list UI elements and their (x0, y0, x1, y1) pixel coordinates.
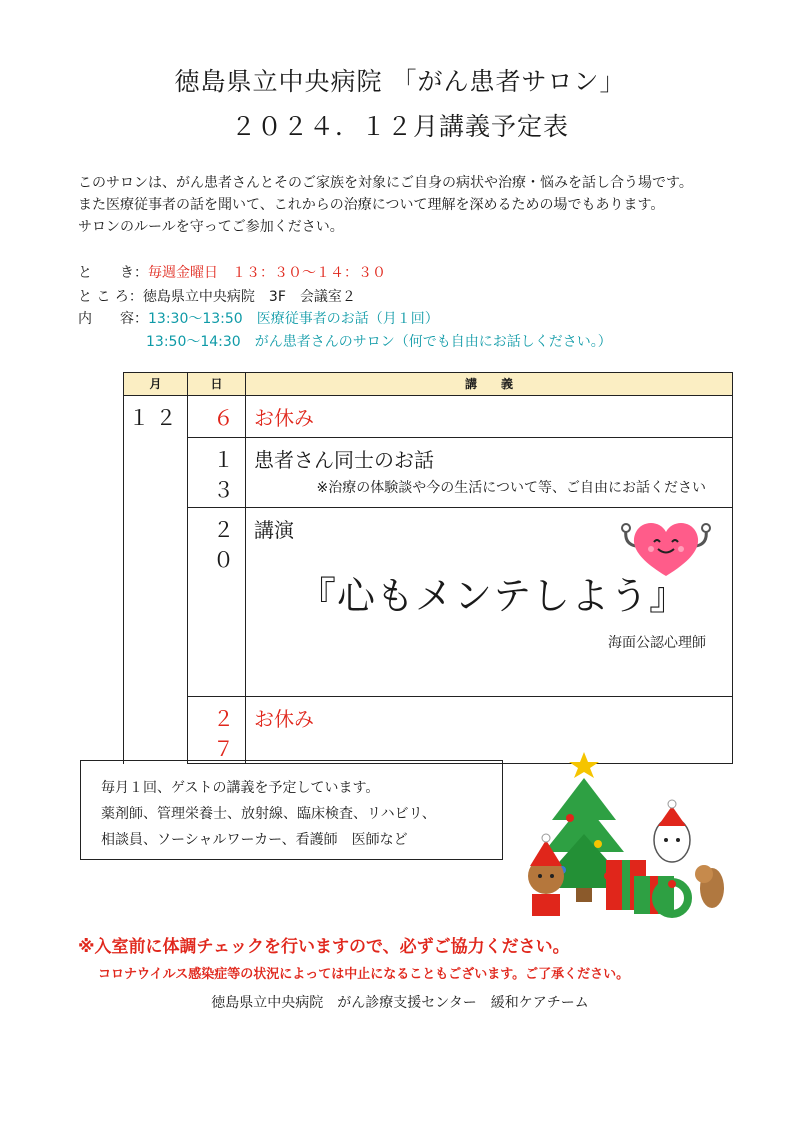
content-label: 内 容： (78, 311, 148, 327)
intro-text (78, 172, 693, 238)
info-where (78, 286, 356, 308)
info-content (78, 308, 439, 330)
intro-line: サロンのルールを守ってご参加ください。 (78, 219, 344, 235)
table-row (124, 396, 733, 438)
lecturer-name: 海面公認心理師 (608, 635, 706, 651)
table-row (124, 438, 733, 508)
schedule-table (123, 372, 733, 764)
intro-line: また医療従事者の話を聞いて、これからの治療について理解を深めるための場でもあります。 (78, 197, 665, 213)
lecture-cell (246, 508, 733, 697)
when-label: と き： (78, 265, 148, 281)
day-cell: ２０ (188, 508, 246, 697)
christmas-tree-illustration (522, 748, 727, 920)
info-when (78, 262, 386, 284)
day-cell: １３ (188, 438, 246, 508)
month-cell: １２ (124, 396, 188, 764)
table-header-row (124, 373, 733, 396)
warning-cancel: コロナウイルス感染症等の状況によっては中止になることもございます。ご了承ください。 (98, 967, 630, 982)
lecture-highlight: 『心もメンテしよう』 (297, 574, 688, 618)
table-row (124, 508, 733, 697)
day-cell: ２７ (188, 697, 246, 764)
lecture-title: 講演 (254, 518, 294, 542)
day-header: 日 (188, 373, 246, 396)
guest-line: 毎月１回、ゲストの講義を予定しています。 (101, 780, 380, 796)
day-cell: ６ (188, 396, 246, 438)
content-value-2: 13:50～14:30 がん患者さんのサロン（何でも自由にお話しください。） (146, 334, 612, 350)
lecture-cell: お休み (246, 396, 733, 438)
warning-check: ※入室前に体調チェックを行いますので、必ずご協力ください。 (78, 937, 570, 957)
content-value-1: 13:30～13:50 医療従事者のお話（月１回） (148, 311, 439, 327)
guest-line: 薬剤師、管理栄養士、放射線、臨床検査、リハビリ、 (101, 806, 436, 822)
lecture-cell: お休み (246, 697, 733, 764)
guest-line: 相談員、ソーシャルワーカー、看護師 医師など (101, 832, 408, 848)
footer-org: 徳島県立中央病院 がん診療支援センター 緩和ケアチーム (211, 995, 589, 1011)
page-title: 徳島県立中央病院 「がん患者サロン」 (174, 67, 626, 96)
where-label: と こ ろ： (78, 289, 143, 305)
lecture-note: ※治療の体験談や今の生活について等、ご自由にお話ください (316, 480, 706, 496)
guest-info-box (80, 760, 503, 860)
when-value: 毎週金曜日 １３：３０～１４：３０ (148, 265, 386, 281)
lecture-header: 講 義 (246, 373, 733, 396)
month-header: 月 (124, 373, 188, 396)
lecture-cell (246, 438, 733, 508)
lecture-title: 患者さん同士のお話 (254, 448, 434, 472)
smiling-heart-icon (616, 516, 716, 580)
page-subtitle: ２０２４．１２月講義予定表 (230, 112, 569, 141)
where-value: 徳島県立中央病院 3F 会議室２ (142, 289, 356, 305)
intro-line: このサロンは、がん患者さんとそのご家族を対象にご自身の病状や治療・悩みを話し合う場です。 (78, 175, 693, 191)
